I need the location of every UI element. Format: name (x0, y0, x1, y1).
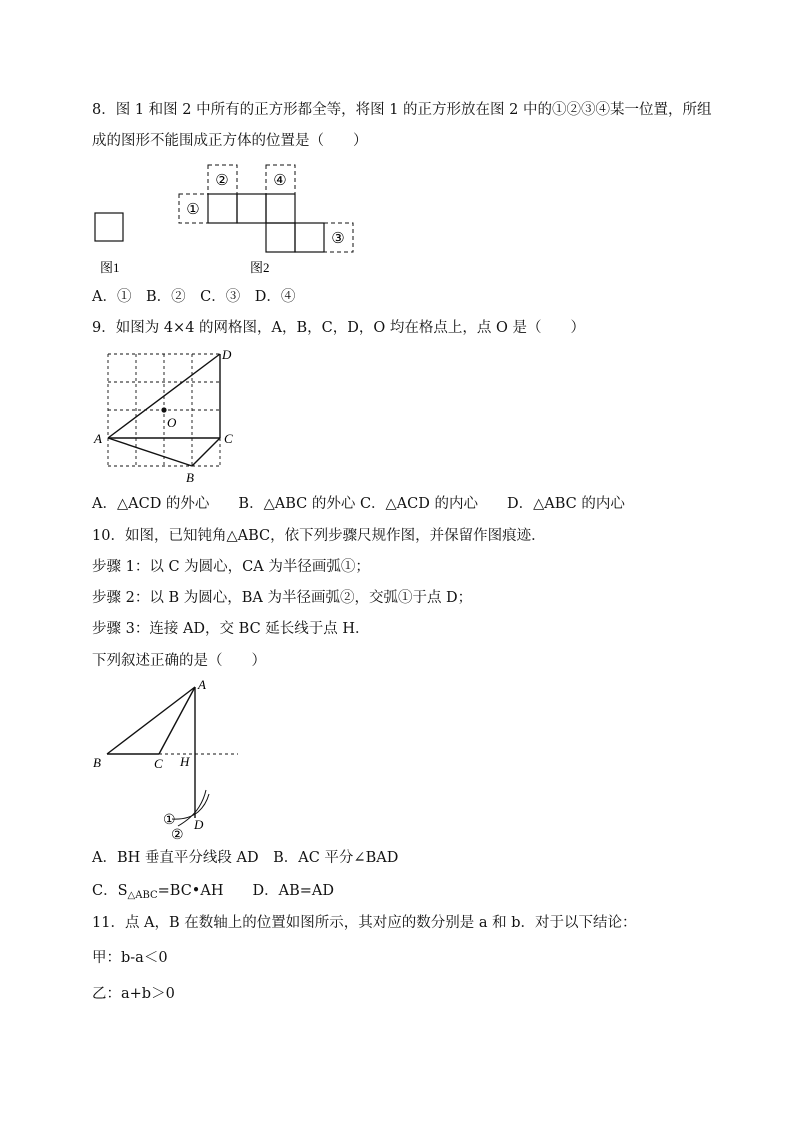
q10-option-ab: A．BH 垂直平分线段 AD B．AC 平分∠BAD (92, 850, 399, 866)
label-c: C (154, 756, 163, 771)
label-b: B (186, 470, 194, 485)
q10-figure (88, 676, 248, 842)
q8-options: A．① B．② C．③ D．④ (92, 289, 296, 305)
label-a: A (198, 677, 206, 692)
q11-yi: 乙：a+b＞0 (92, 986, 175, 1002)
q11-stem: 11．点 A，B 在数轴上的位置如图所示，其对应的数分别是 a 和 b．对于以下结论： (92, 915, 637, 931)
option-c-subscript: △ABC (127, 890, 158, 901)
slot-label-4: ④ (273, 173, 287, 189)
fig2-net (208, 194, 324, 252)
q10-option-cd (92, 881, 334, 906)
fig1-square (95, 213, 123, 241)
q9-stem: 9．如图为 4×4 的网格图，A，B，C，D，O 均在格点上，点 O 是（ ） (92, 320, 585, 336)
construction-arcs (172, 790, 209, 826)
slot-label-1: ① (186, 202, 200, 218)
label-c: C (224, 431, 233, 446)
label-o: O (167, 415, 177, 430)
q10-step1: 步骤 1：以 C 为圆心，CA 为半径画弧①； (92, 559, 370, 575)
q10-stem: 10．如图，已知钝角△ABC，依下列步骤尺规作图，并保留作图痕迹． (92, 528, 546, 544)
arc-label-1: ① (163, 813, 176, 828)
q8-stem-line2: 成的图形不能围成正方体的位置是（ ） (92, 133, 368, 149)
option-c-prefix: C．S (92, 883, 128, 899)
q10-ask: 下列叙述正确的是（ ） (92, 653, 266, 669)
label-h: H (180, 754, 190, 769)
arc-label-2: ② (171, 828, 184, 842)
label-d: D (222, 347, 232, 362)
q8-stem-line1: 8．图 1 和图 2 中所有的正方形都全等，将图 1 的正方形放在图 2 中的①②③④某一位置，所组 (92, 102, 712, 118)
q9-options: A．△ACD 的外心 B．△ABC 的外心 C．△ACD 的内心 D．△ABC 的内心 (92, 496, 625, 512)
fig1-label: 图1 (100, 260, 120, 275)
slot-label-3: ③ (331, 231, 345, 247)
label-b: B (93, 755, 101, 770)
q10-triangle (107, 687, 195, 818)
q10-step3: 步骤 3：连接 AD，交 BC 延长线于点 H． (92, 621, 370, 637)
fig2-label: 图2 (250, 260, 270, 275)
q11-jia: 甲：b-a＜0 (92, 950, 168, 966)
q9-figure (88, 346, 248, 486)
label-a: A (94, 431, 102, 446)
q8-figure (90, 160, 360, 280)
option-c-suffix: =BC•AH D．AB=AD (157, 883, 334, 899)
point-o (161, 407, 166, 412)
q10-step2: 步骤 2：以 B 为圆心，BA 为半径画弧②，交弧①于点 D； (92, 590, 473, 606)
slot-label-2: ② (215, 173, 229, 189)
label-d: D (194, 817, 204, 832)
